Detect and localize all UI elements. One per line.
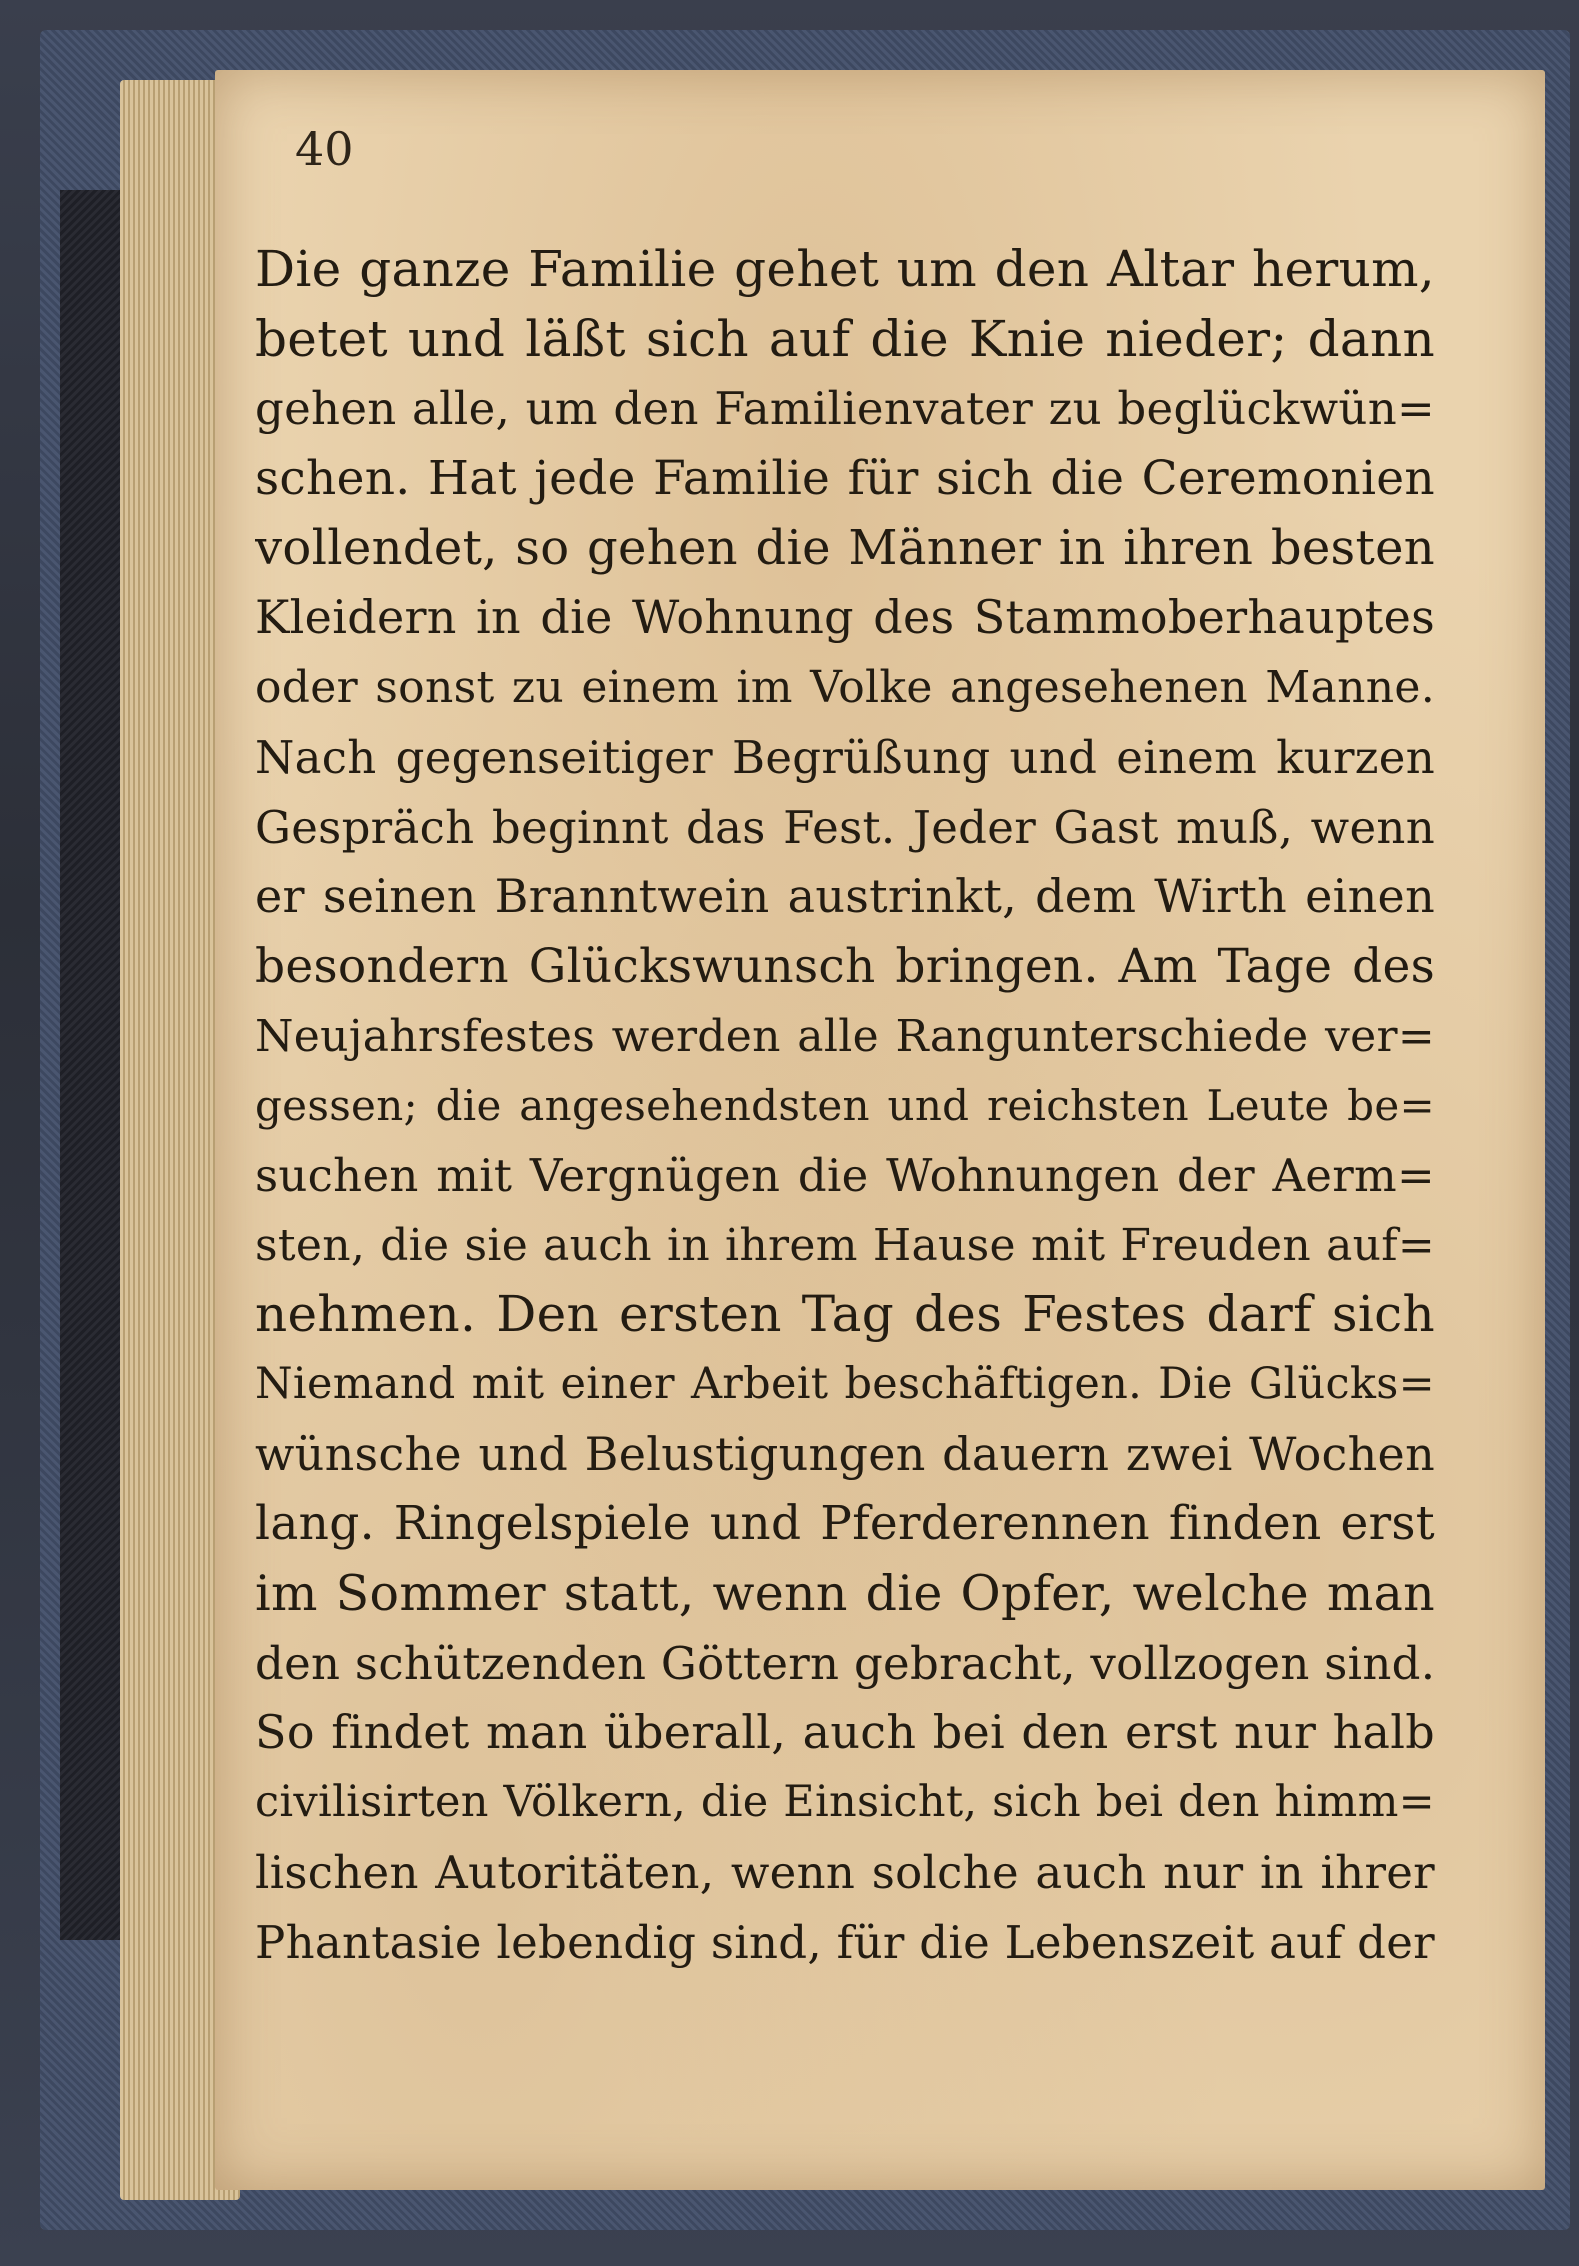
text-line: oder sonst zu einem im Volke angesehenen Manne. <box>255 662 1435 714</box>
text-line: den schützenden Göttern gebracht, vollzogen sind. <box>255 1636 1435 1690</box>
text-line: im Sommer statt, wenn die Opfer, welche man <box>255 1565 1435 1623</box>
text-line: schen. Hat jede Familie für sich die Ceremonien <box>255 451 1435 507</box>
text-line: Phantasie lebendig sind, für die Lebenszeit auf der <box>255 1915 1435 1969</box>
text-line: wünsche und Belustigungen dauern zwei Wochen <box>255 1426 1435 1481</box>
text-line: er seinen Branntwein austrinkt, dem Wirth einen <box>255 869 1435 924</box>
page-number: 40 <box>295 122 354 176</box>
text-line: Nach gegenseitiger Begrüßung und einem kurzen <box>255 730 1435 784</box>
text-line: gessen; die angesehendsten und reichsten Leute be= <box>255 1081 1435 1131</box>
book-page <box>215 70 1545 2190</box>
text-line: lang. Ringelspiele und Pferderennen finden erst <box>255 1496 1435 1552</box>
text-line: Niemand mit einer Arbeit beschäftigen. Die Glücks= <box>255 1359 1435 1409</box>
text-line: Kleidern in die Wohnung des Stammoberhauptes <box>255 590 1435 645</box>
text-line: nehmen. Den ersten Tag des Festes darf sich <box>255 1285 1435 1344</box>
text-line: suchen mit Vergnügen die Wohnungen der Aerm= <box>255 1148 1435 1202</box>
page-text <box>255 235 1435 1977</box>
text-line: So findet man überall, auch bei den erst nur halb <box>255 1705 1435 1760</box>
text-line: civilisirten Völkern, die Einsicht, sich bei den himm= <box>255 1777 1435 1828</box>
text-line: Gespräch beginnt das Fest. Jeder Gast muß, wenn <box>255 800 1435 854</box>
text-line: Die ganze Familie gehet um den Altar herum, <box>255 240 1435 298</box>
text-line: Neujahrsfestes werden alle Rangunterschiede ver= <box>255 1010 1435 1062</box>
text-line: betet und läßt sich auf die Knie nieder; dann <box>255 309 1435 368</box>
text-line: vollendet, so gehen die Männer in ihren besten <box>255 519 1435 576</box>
text-line: gehen alle, um den Familienvater zu beglückwün= <box>255 382 1435 436</box>
text-line: besondern Glückswunsch bringen. Am Tage des <box>255 938 1435 994</box>
text-line: sten, die sie auch in ihrem Hause mit Freuden auf= <box>255 1219 1435 1271</box>
text-line: lischen Autoritäten, wenn solche auch nur in ihrer <box>255 1845 1435 1899</box>
